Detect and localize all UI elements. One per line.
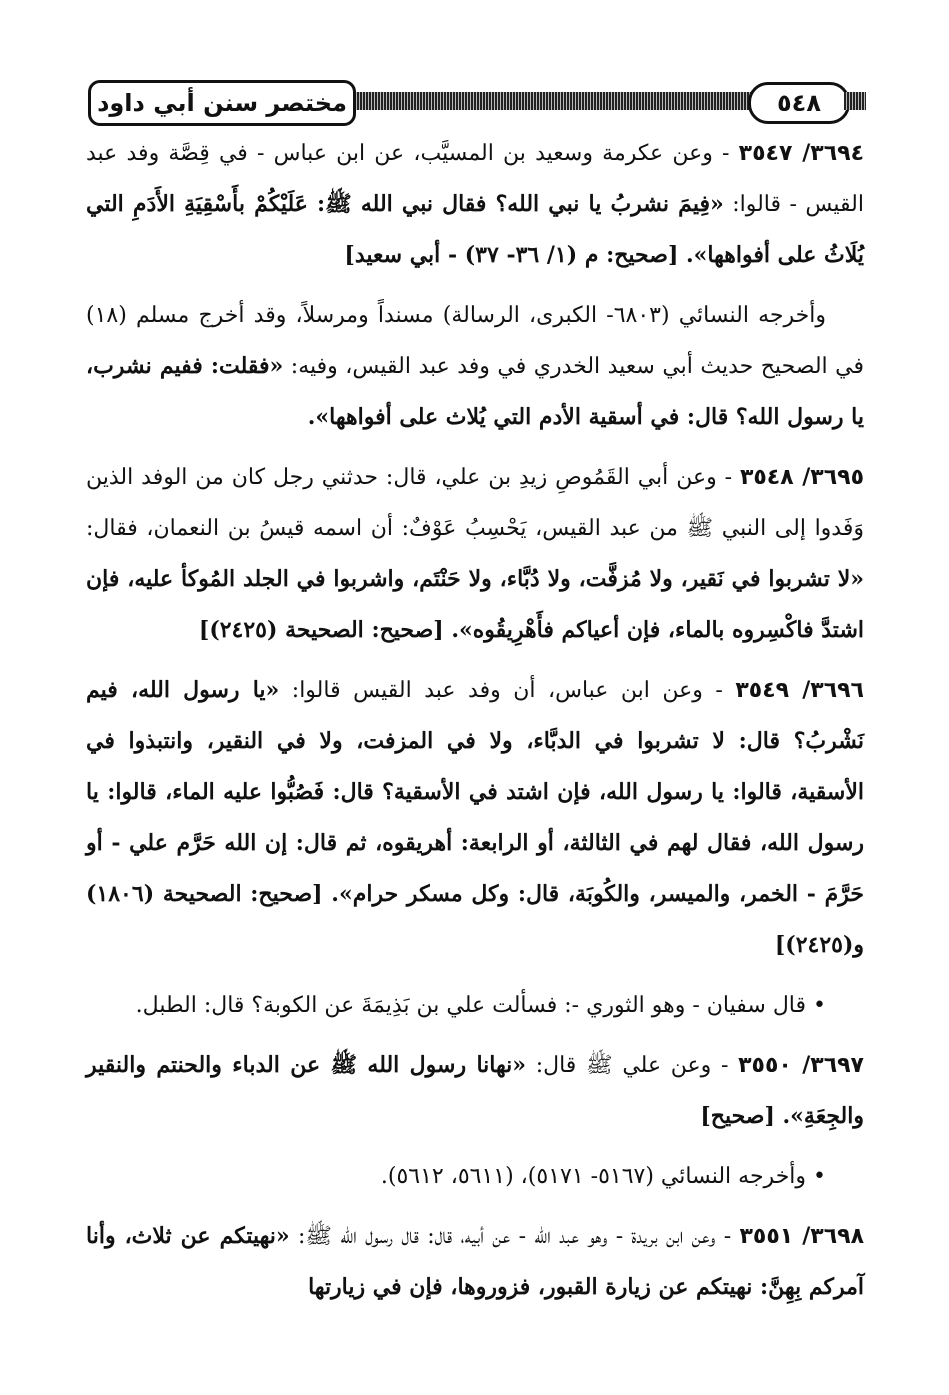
hadith-3695 <box>86 452 864 656</box>
takhrij-note <box>86 290 864 443</box>
page-header <box>88 80 866 126</box>
header-rule <box>348 92 796 110</box>
note-text: وأخرجه النسائي (٦٨٠٣- الكبرى، الرسالة) مسنداً ومرسلاً، وقد أخرج مسلم (١٨) في الصحيح حديث أبي سعيد الخدري في وفد عبد القيس، وفيه: <box>86 303 864 379</box>
hadith-bold-text: «نهيتكم عن ثلاث، وأنا آمركم بِهِنَّ: نهيتكم عن زيارة القبور، فزوروها، فإن في زيارتها <box>86 1223 864 1300</box>
hadith-text: - وعن علي ﷺ قال: <box>526 1053 739 1078</box>
hadith-3694 <box>86 128 864 281</box>
hadith-number: ٣٦٩٨/ ٣٥٥١ <box>739 1224 864 1249</box>
hadith-bold-text: «لا تشربوا في نَقير، ولا مُزفَّت، ولا دُبَّاء، ولا حَنْتَم، واشربوا في الجلد المُوكأ عليه، فإن اشتدَّ فاكْسِروه بالماء، فإن أعياكم فأَهْرِيقُوه». [صحيح: الصحيحة (٢٤٢٥)] <box>86 566 864 643</box>
hadith-number: ٣٦٩٧/ ٣٥٥٠ <box>738 1053 864 1078</box>
book-title: مختصر سنن أبي داود <box>88 80 356 126</box>
hadith-text: - وعن أبي القَمُوصِ زيدِ بن علي، قال: حدثني رجل كان من الوفد الذين وَفَدوا إلى النبي ﷺ من عبد القيس، يَحْسِبُ عَوْفٌ: أن اسمه قيسُ بن النعمان، فقال: <box>86 465 864 541</box>
hadith-number: ٣٦٩٥/ ٣٥٤٨ <box>739 465 864 490</box>
hadith-text: - وعن عكرمة وسعيد بن المسيَّب، عن ابن عباس - في قِصَّة وفد عبد القيس - قالوا: <box>86 141 864 217</box>
note-bold-text: «فقلت: ففيم نشرب، يا رسول الله؟ قال: في أسقية الأدم التي يُلاث على أفواهها». <box>86 353 864 430</box>
note-text: • وأخرجه النسائي (٥١٦٧- ٥١٧١)، (٥٦١١، ٥٦١٢). <box>380 1164 826 1189</box>
hadith-number: ٣٦٩٦/ ٣٥٤٩ <box>735 678 864 703</box>
hadith-bold-text: «فِيمَ نشربُ يا نبي الله؟ فقال نبي الله ﷺ: عَلَيْكُمْ بأَسْقِيَةِ الأَدَمِ التي يُلَاثُ على أفواهها». [صحيح: م (١/ ٣٦- ٣٧) - أبي سعيد] <box>86 191 864 268</box>
hadith-bold-text: «يا رسول الله، فيم نَشْربُ؟ قال: لا تشربوا في الدبَّاء، ولا في المزفت، ولا في النقير، وانتبذوا في الأسقية، قالوا: يا رسول الله، فإن اشتد في الأسقية؟ قال: فَصُبُّوا عليه الماء، قالوا: يا رسول الله، فقال لهم في الثالثة، أو الرابعة: أهريقوه، ثم قال: إن الله حَرَّم علي - أو حَرَّمَ - الخمر، والميسر، والكُوبَة، قال: وكل مسكر حرام». [صحيح: الصحيحة (١٨٠٦) و(٢٤٢٥)] <box>86 677 864 958</box>
hadith-3696 <box>86 665 864 971</box>
hadith-text: - وعن ابن بريدة - وهو عبد الله - عن أبيه، قال: قال رسول الله ﷺ: <box>289 1224 740 1249</box>
hadith-3697 <box>86 1040 864 1142</box>
hadith-number: ٣٦٩٤/ ٣٥٤٧ <box>738 141 864 166</box>
page-number: ٥٤٨ <box>748 82 850 124</box>
hadith-bold-text: «نهانا رسول الله ﷺ عن الدباء والحنتم والنقير والجِعَةِ». [صحيح] <box>86 1052 864 1129</box>
header-rule-end <box>844 92 866 110</box>
hadith-3698 <box>86 1211 864 1313</box>
page-body <box>86 128 864 1322</box>
sufyan-note <box>86 980 864 1031</box>
hadith-text: - وعن ابن عباس، أن وفد عبد القيس قالوا: <box>279 678 736 703</box>
nasai-note <box>86 1151 864 1202</box>
note-text: • قال سفيان - وهو الثوري -: فسألت علي بن بَذِيمَةَ عن الكوبة؟ قال: الطبل. <box>135 993 826 1018</box>
